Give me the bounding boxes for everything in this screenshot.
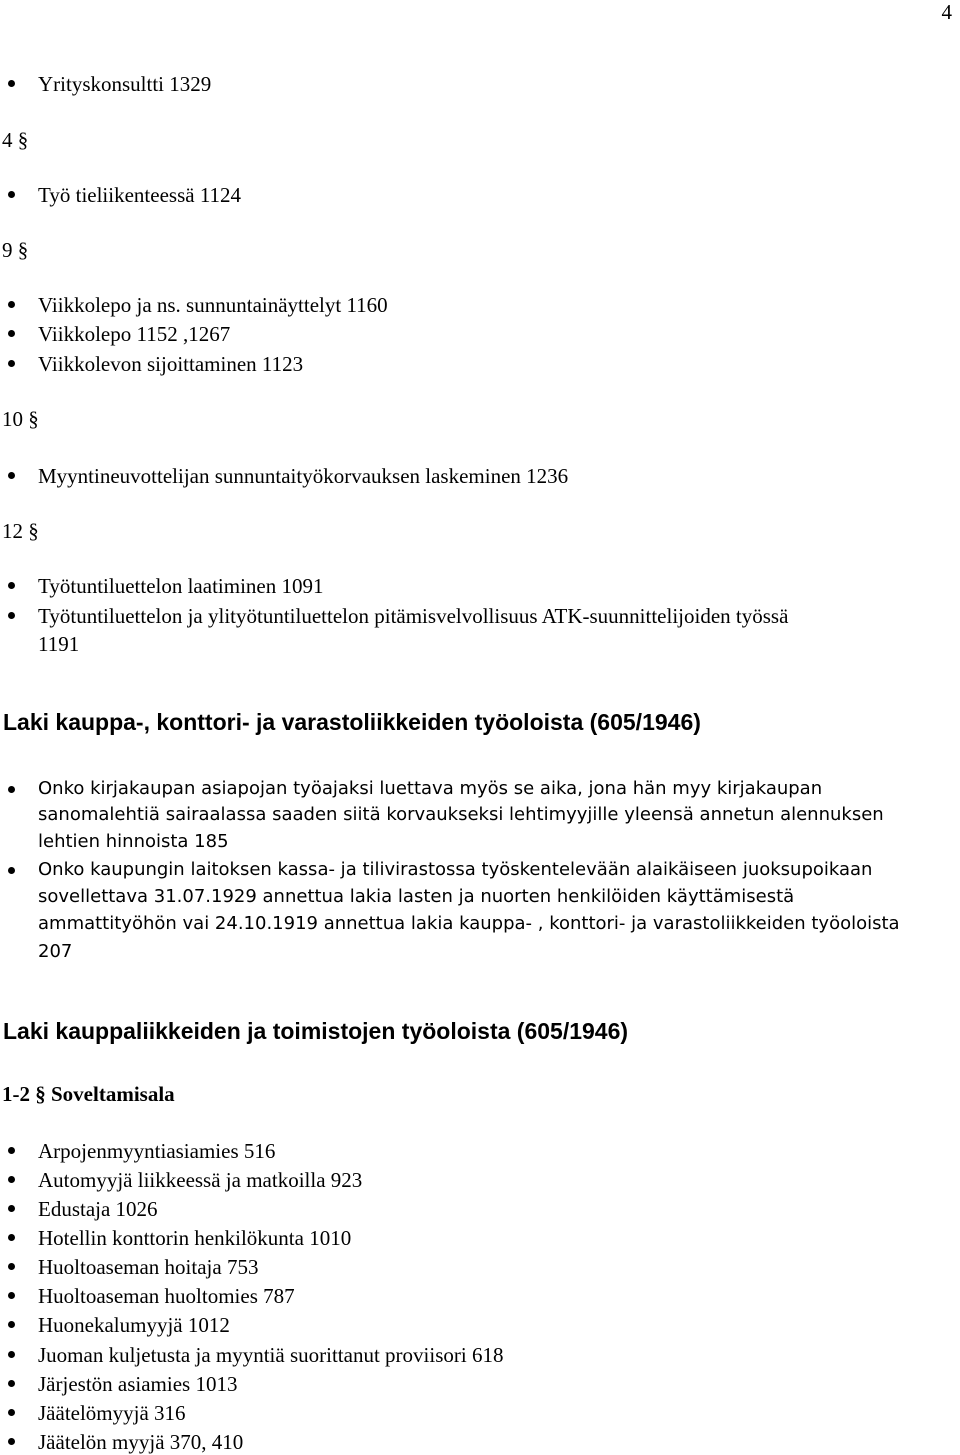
section-heading: 12 § (2, 519, 39, 543)
section-heading: 10 § (2, 407, 39, 431)
list-item-continuation: sanomalehtiä sairaalassa saaden siitä korvaukseksi lehtimyyjille yleensä annetun alennuksen (38, 804, 884, 825)
law-title: Laki kauppa-, konttori- ja varastoliikkeiden työoloista (605/1946) (3, 709, 701, 735)
bullet (8, 1147, 15, 1154)
list-item: Työtuntiluettelon laatiminen 1091 (38, 574, 324, 598)
section-heading: 9 § (2, 238, 29, 262)
list-item: Automyyjä liikkeessä ja matkoilla 923 (38, 1168, 363, 1192)
bullet (8, 472, 15, 479)
bullet (8, 612, 15, 619)
list-item: Onko kaupungin laitoksen kassa- ja tilivirastossa työskentelevään alaikäiseen juoksupoikaan (38, 859, 873, 880)
list-item: Arpojenmyyntiasiamies 516 (38, 1139, 276, 1163)
list-item: Viikkolevon sijoittaminen 1123 (38, 352, 304, 376)
bullet (8, 1263, 15, 1270)
list-item: Jäätelön myyjä 370, 410 (38, 1430, 244, 1454)
list-item: Huoltoaseman huoltomies 787 (38, 1284, 295, 1308)
list-item: Viikkolepo 1152 ,1267 (38, 322, 231, 346)
page-number: 4 (941, 0, 952, 24)
list-item-continuation: 207 (38, 941, 73, 962)
section-heading: 4 § (2, 128, 29, 152)
list-item: Juoman kuljetusta ja myyntiä suorittanut proviisori 618 (38, 1343, 504, 1367)
list-item: Järjestön asiamies 1013 (38, 1372, 238, 1396)
bullet (8, 867, 15, 874)
bullet (8, 1351, 15, 1358)
list-item: Onko kirjakaupan asiapojan työajaksi luettava myös se aika, jona hän myy kirjakaupan (38, 778, 823, 799)
list-item: Hotellin konttorin henkilökunta 1010 (38, 1226, 352, 1250)
list-item: Myyntineuvottelijan sunnuntaityökorvauksen laskeminen 1236 (38, 464, 569, 488)
bullet (8, 360, 15, 367)
bullet (8, 330, 15, 337)
bullet (8, 301, 15, 308)
list-item: Yrityskonsultti 1329 (38, 72, 212, 96)
bullet (8, 1321, 15, 1328)
list-item: Huoltoaseman hoitaja 753 (38, 1255, 259, 1279)
bullet (8, 191, 15, 198)
list-item: Jäätelömyyjä 316 (38, 1401, 186, 1425)
list-item-continuation: ammattityöhön vai 24.10.1919 annettua lakia kauppa- , konttori- ja varastoliikkeiden työoloista (38, 913, 900, 934)
list-item: Työ tieliikenteessä 1124 (38, 183, 242, 207)
list-item-continuation: 1191 (38, 632, 80, 656)
bullet (8, 1234, 15, 1241)
bullet (8, 80, 15, 87)
list-item-continuation: lehtien hinnoista 185 (38, 831, 229, 852)
list-item: Huonekalumyyjä 1012 (38, 1313, 230, 1337)
list-item: Työtuntiluettelon ja ylityötuntiluettelon pitämisvelvollisuus ATK-suunnittelijoiden työssä (38, 604, 789, 628)
bullet (8, 1380, 15, 1387)
list-item: Viikkolepo ja ns. sunnuntainäyttelyt 1160 (38, 293, 388, 317)
bullet (8, 1205, 15, 1212)
bullet (8, 1292, 15, 1299)
bullet (8, 1409, 15, 1416)
bullet (8, 786, 15, 793)
section-subheading: 1-2 § Soveltamisala (2, 1082, 175, 1106)
list-item-continuation: sovellettava 31.07.1929 annettua lakia lasten ja nuorten henkilöiden käyttämisestä (38, 886, 795, 907)
bullet (8, 1438, 15, 1445)
law-title: Laki kauppaliikkeiden ja toimistojen työoloista (605/1946) (3, 1018, 629, 1044)
list-item: Edustaja 1026 (38, 1197, 158, 1221)
bullet (8, 1176, 15, 1183)
bullet (8, 582, 15, 589)
